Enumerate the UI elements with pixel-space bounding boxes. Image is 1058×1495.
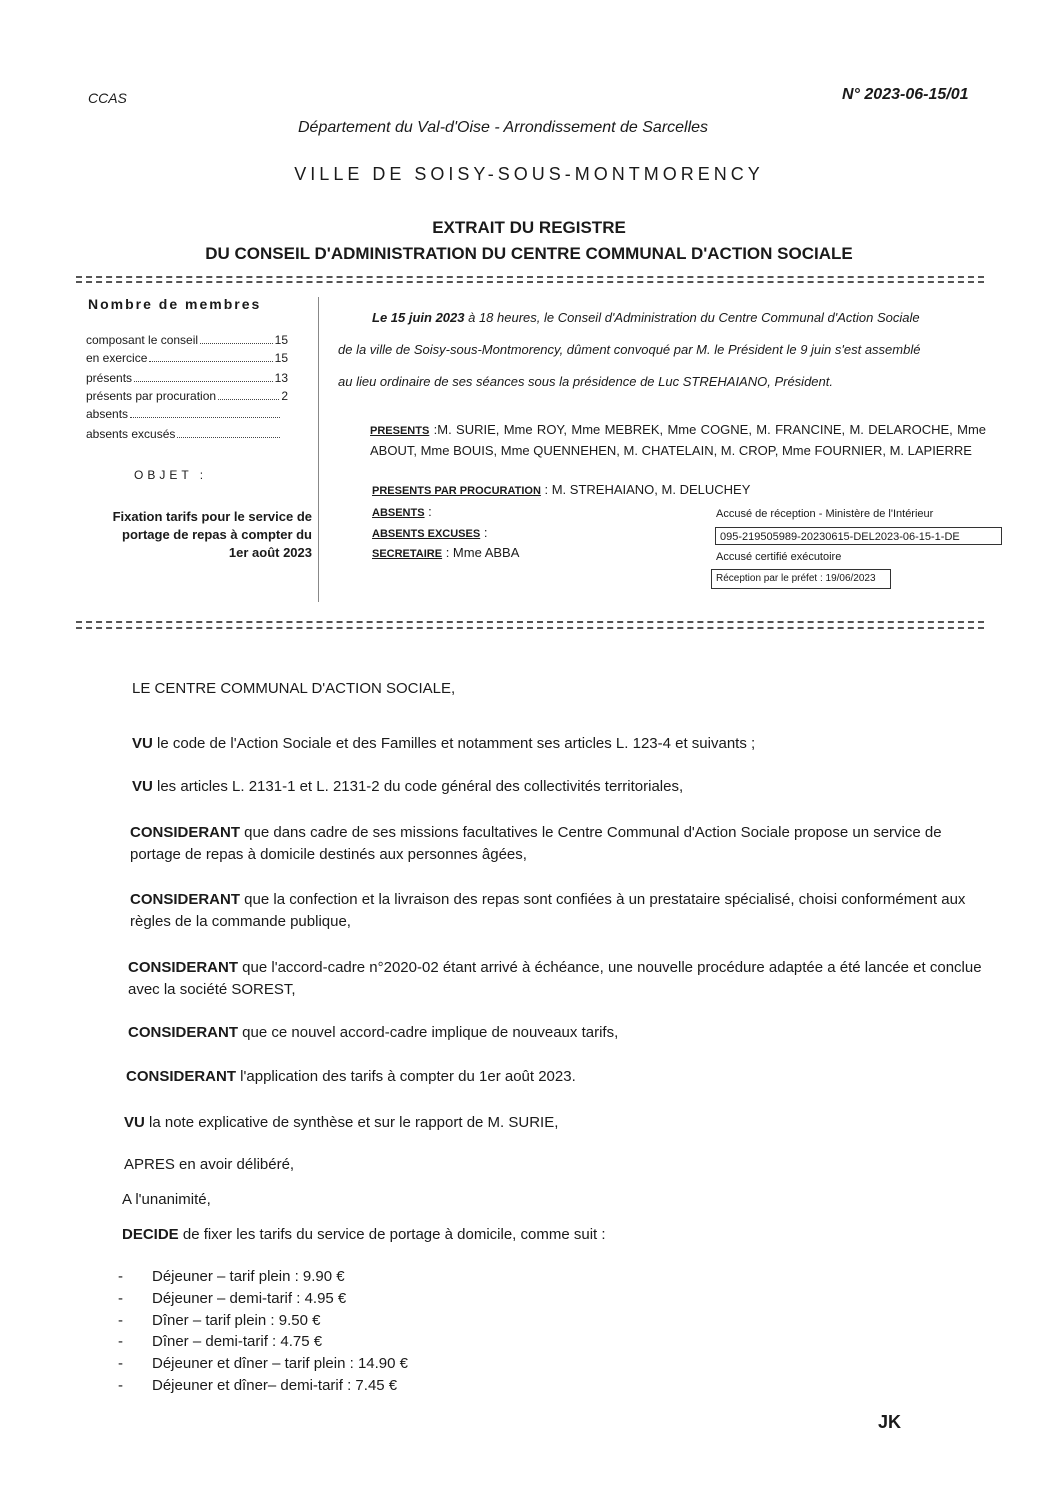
body-keyword: VU xyxy=(124,1114,145,1131)
secretary-line xyxy=(372,545,519,560)
receipt-prefect: Réception par le préfet : 19/06/2023 xyxy=(711,569,891,589)
session-date: Le 15 juin 2023 xyxy=(372,310,465,325)
body-text: la note explicative de synthèse et sur le rapport de M. SURIE, xyxy=(144,1114,559,1131)
body-paragraph xyxy=(124,1112,984,1134)
members-row-value: 15 xyxy=(274,333,288,347)
body-paragraph xyxy=(128,1022,988,1044)
register-subtitle: DU CONSEIL D'ADMINISTRATION DU CENTRE COMMUNAL D'ACTION SOCIALE xyxy=(205,244,853,263)
secretary-label: SECRETAIRE xyxy=(372,548,443,560)
body-text: l'application des tarifs à compter du 1er août 2023. xyxy=(236,1068,576,1085)
body-paragraph xyxy=(132,776,992,798)
tarif-text: Dîner – demi-tarif : 4.75 € xyxy=(152,1333,323,1350)
objet-line: portage de repas à compter du xyxy=(122,527,312,542)
body-keyword: VU xyxy=(132,778,153,795)
body-keyword: CONSIDERANT xyxy=(128,959,239,976)
tarif-text: Déjeuner et dîner– demi-tarif : 7.45 € xyxy=(152,1377,398,1394)
body-paragraph: A l'unanimité, xyxy=(122,1191,211,1208)
separator-top xyxy=(76,276,984,278)
session-intro xyxy=(338,302,988,398)
body-keyword: DECIDE xyxy=(122,1226,179,1243)
body-paragraph xyxy=(132,733,992,755)
body-paragraph: LE CENTRE COMMUNAL D'ACTION SOCIALE, xyxy=(132,680,456,697)
members-row-label: composant le conseil xyxy=(86,333,199,347)
intro-line: au lieu ordinaire de ses séances sous la présidence de Luc STREHAIANO, Président. xyxy=(338,374,833,389)
list-item: - Dîner – demi-tarif : 4.75 € xyxy=(118,1333,323,1350)
body-text: que dans cadre de ses missions facultatives le Centre Communal d'Action Sociale propose un service de portage de repas à domicile destinés aux personnes âgées, xyxy=(130,824,942,863)
receipt-certified: Accusé certifié exécutoire xyxy=(716,551,842,563)
body-text: les articles L. 2131-1 et L. 2131-2 du code général des collectivités territoriales, xyxy=(152,778,684,795)
members-row-label: présents xyxy=(86,371,133,385)
members-row-label: absents excusés xyxy=(86,427,176,441)
members-row-label: absents xyxy=(86,407,129,421)
separator-bottom xyxy=(76,621,984,623)
procuration-label: PRESENTS PAR PROCURATION xyxy=(372,485,541,497)
members-row-label: présents par procuration xyxy=(86,389,217,403)
intro-line: de la ville de Soisy-sous-Montmorency, dûment convoqué par M. le Président le 9 juin s'est assemblé xyxy=(338,342,921,357)
objet-line: 1er août 2023 xyxy=(228,545,312,560)
secretary-name: : Mme ABBA xyxy=(442,545,520,560)
list-item: - Déjeuner et dîner– demi-tarif : 7.45 € xyxy=(118,1377,398,1394)
separator-top-2 xyxy=(76,281,984,283)
body-paragraph xyxy=(128,957,988,1001)
members-row-label: en exercice xyxy=(86,351,148,365)
body-paragraph xyxy=(130,822,990,866)
excuses-line xyxy=(372,525,487,540)
objet-title: OBJET : xyxy=(134,468,208,482)
body-paragraph xyxy=(122,1224,982,1246)
body-text: de fixer les tarifs du service de portage à domicile, comme suit : xyxy=(178,1226,606,1243)
body-keyword: VU xyxy=(132,735,153,752)
body-keyword: CONSIDERANT xyxy=(128,1024,239,1041)
list-item: - Dîner – tarif plein : 9.50 € xyxy=(118,1312,321,1329)
body-keyword: CONSIDERANT xyxy=(130,824,241,841)
procuration-list: : M. STREHAIANO, M. DELUCHEY xyxy=(540,482,751,497)
members-row xyxy=(86,351,288,365)
body-keyword: CONSIDERANT xyxy=(130,891,241,908)
members-row xyxy=(86,407,288,421)
absents-list: : xyxy=(424,504,432,519)
body-text: que ce nouvel accord-cadre implique de nouveaux tarifs, xyxy=(238,1024,619,1041)
deliberation-number: N° 2023-06-15/01 xyxy=(842,86,969,103)
body-paragraph xyxy=(126,1066,986,1088)
members-row xyxy=(86,389,288,403)
body-keyword: CONSIDERANT xyxy=(126,1068,237,1085)
tarif-text: Dîner – tarif plein : 9.50 € xyxy=(152,1312,321,1329)
receipt-label: Accusé de réception - Ministère de l'Intérieur xyxy=(716,508,934,520)
list-item: - Déjeuner – demi-tarif : 4.95 € xyxy=(118,1290,347,1307)
excuses-list: : xyxy=(480,525,488,540)
body-paragraph: APRES en avoir délibéré, xyxy=(124,1156,295,1173)
body-text: que l'accord-cadre n°2020-02 étant arrivé à échéance, une nouvelle procédure adaptée a été lancée et conclue avec la société SOREST, xyxy=(128,959,982,998)
separator-bottom-2 xyxy=(76,627,984,629)
ccas-label: CCAS xyxy=(88,90,127,106)
members-row xyxy=(86,427,288,441)
procuration-line xyxy=(372,482,750,497)
register-title: EXTRAIT DU REGISTRE xyxy=(432,218,626,237)
members-row-value: 2 xyxy=(281,389,288,403)
absents-line xyxy=(372,504,432,519)
presents-list: :M. SURIE, Mme ROY, Mme MEBREK, Mme COGNE, M. FRANCINE, M. DELAROCHE, Mme ABOUT, Mme BOUIS, Mme QUENNEHEN, M. CHATELAIN, M. CROP, Mme FOURNIER, M. LAPIERRE xyxy=(370,422,986,458)
body-paragraph xyxy=(130,889,990,933)
presents-label: PRESENTS xyxy=(370,425,430,437)
tarif-text: Déjeuner – demi-tarif : 4.95 € xyxy=(152,1290,347,1307)
column-divider xyxy=(318,297,319,602)
receipt-code: 095-219505989-20230615-DEL2023-06-15-1-DE xyxy=(715,527,1002,545)
absents-label: ABSENTS xyxy=(372,507,425,519)
objet-line: Fixation tarifs pour le service de xyxy=(112,509,312,524)
tarif-text: Déjeuner – tarif plein : 9.90 € xyxy=(152,1268,345,1285)
members-row-value: 13 xyxy=(274,371,288,385)
body-text: le code de l'Action Sociale et des Familles et notamment ses articles L. 123-4 et suivants ; xyxy=(152,735,756,752)
intro-line: à 18 heures, le Conseil d'Administration du Centre Communal d'Action Sociale xyxy=(464,310,920,325)
tarif-text: Déjeuner et dîner – tarif plein : 14.90 € xyxy=(152,1355,408,1372)
members-row xyxy=(86,371,288,385)
department-line: Département du Val-d'Oise - Arrondissement de Sarcelles xyxy=(298,119,709,136)
members-row xyxy=(86,333,288,347)
body-text: que la confection et la livraison des repas sont confiées à un prestataire spécialisé, choisi conformément aux règles de la commande publique, xyxy=(130,891,966,930)
city-title: VILLE DE SOISY-SOUS-MONTMORENCY xyxy=(294,164,764,184)
presents-block xyxy=(370,420,986,460)
excuses-label: ABSENTS EXCUSES xyxy=(372,528,481,540)
list-item: - Déjeuner et dîner – tarif plein : 14.90 € xyxy=(118,1355,408,1372)
objet-text xyxy=(82,508,312,562)
members-title: Nombre de membres xyxy=(88,296,262,312)
list-item: - Déjeuner – tarif plein : 9.90 € xyxy=(118,1268,345,1285)
initials-paraphe: JK xyxy=(878,1412,902,1432)
members-row-value: 15 xyxy=(274,351,288,365)
